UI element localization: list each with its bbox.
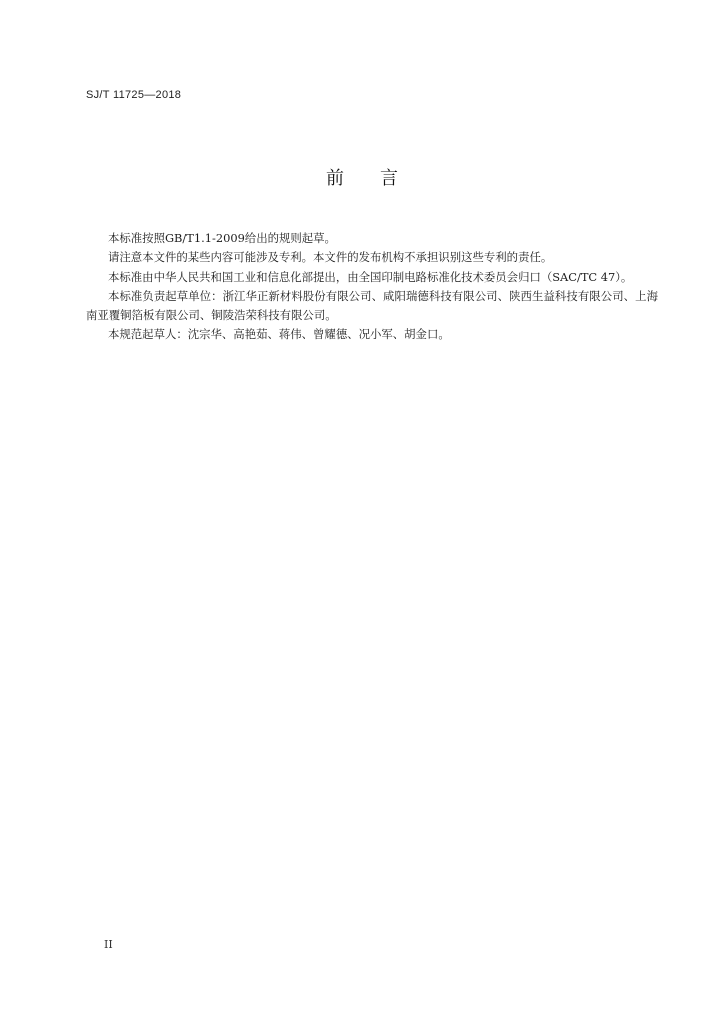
page-number: II xyxy=(104,938,113,951)
page-title xyxy=(0,164,724,190)
paragraph-drafting-rules: 本标准按照GB/T1.1-2009给出的规则起草。 xyxy=(108,231,336,245)
title-char-2: 言 xyxy=(380,168,398,189)
title-char-1: 前 xyxy=(326,168,344,189)
paragraph-patent-notice: 请注意本文件的某些内容可能涉及专利。本文件的发布机构不承担识别这些专利的责任。 xyxy=(108,250,553,265)
preface-body xyxy=(86,229,658,345)
paragraph-drafters: 本规范起草人：沈宗华、高艳茹、蒋伟、曾耀德、况小军、胡金口。 xyxy=(108,327,450,342)
paragraph-proposer: 本标准由中华人民共和国工业和信息化部提出，由全国印制电路标准化技术委员会归口（SAC/TC 47）。 xyxy=(108,269,633,284)
standard-code: SJ/T 11725—2018 xyxy=(86,89,182,101)
paragraph-drafting-units: 本标准负责起草单位：浙江华正新材料股份有限公司、咸阳瑞德科技有限公司、陕西生益科技有限公司、上海南亚覆铜箔板有限公司、铜陵浩荣科技有限公司。 xyxy=(86,288,658,323)
